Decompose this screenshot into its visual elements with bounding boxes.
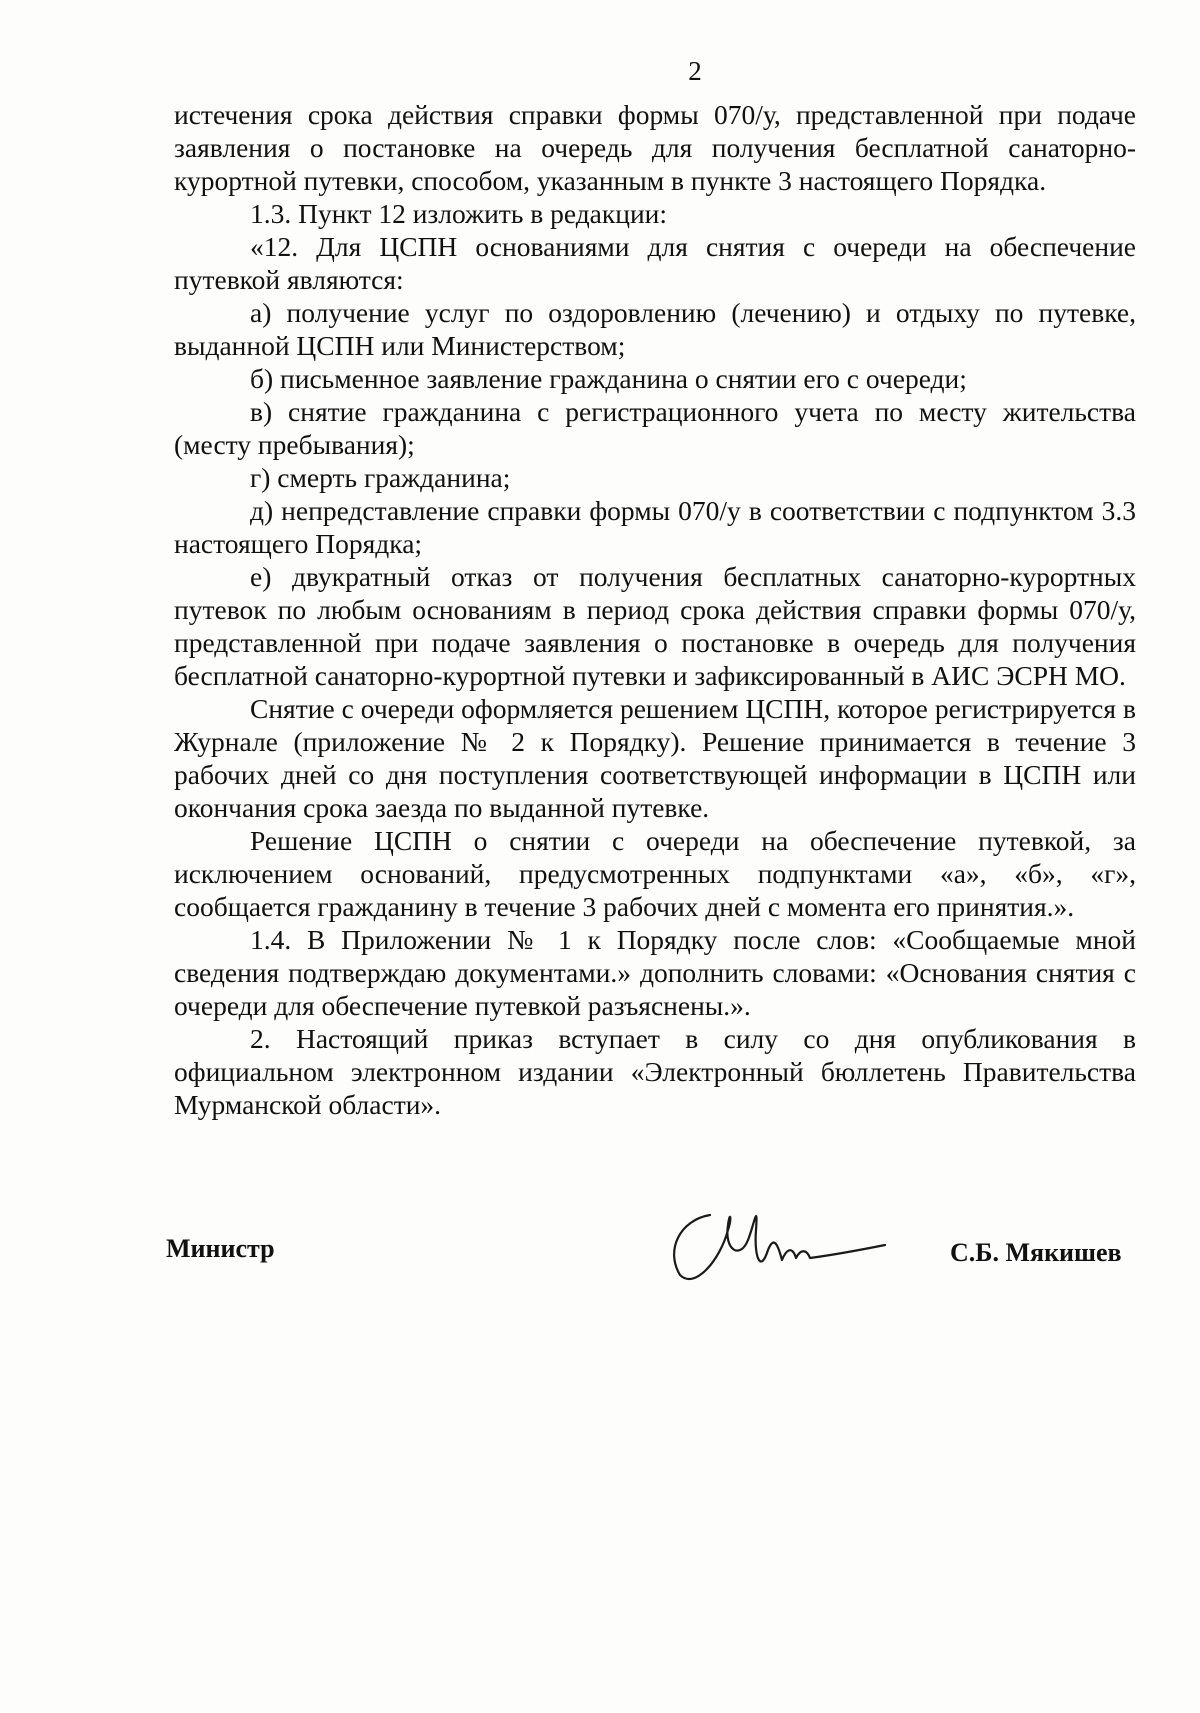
paragraph: 1.4. В Приложении № 1 к Порядку после слов: «Сообщаемые мной сведения подтверждаю документами.» дополнить словами: «Основания снятия с очереди для обеспечение путевкой разъяснены.». [174, 924, 1136, 1021]
paragraph: 1.3. Пункт 12 изложить в редакции: [250, 198, 668, 229]
document-body [174, 98, 1136, 1121]
paragraph: «12. Для ЦСПН основаниями для снятия с очереди на обеспечение путевкой являются: [174, 231, 1136, 295]
paragraph: истечения срока действия справки формы 070/у, представленной при подаче заявления о постановке на очередь для получения бесплатной санаторно-курортной путевки, способом, указанным в пункте 3 настоящего Порядка. [174, 99, 1136, 196]
paragraph: а) получение услуг по оздоровлению (лечению) и отдыху по путевке, выданной ЦСПН или Министерством; [174, 297, 1136, 361]
paragraph: Снятие с очереди оформляется решением ЦСПН, которое регистрируется в Журнале (приложение № 2 к Порядку). Решение принимается в течение 3 рабочих дней со дня поступления соответствующей информации в ЦСПН или окончания срока заезда по выданной путевке. [174, 693, 1136, 823]
page-number: 2 [688, 56, 702, 86]
signer-position: Министр [166, 1234, 275, 1263]
paragraph: е) двукратный отказ от получения бесплатных санаторно-курортных путевок по любым основаниям в период срока действия справки формы 070/у, представленной при подаче заявления о постановке в очередь для получения бесплатной санаторно-курортной путевки и зафиксированный в АИС ЭСРН МО. [174, 561, 1136, 691]
signer-name: С.Б. Мякишев [950, 1238, 1122, 1267]
paragraph: Решение ЦСПН о снятии с очереди на обеспечение путевкой, за исключением оснований, предусмотренных подпунктами «а», «б», «г», сообщается гражданину в течение 3 рабочих дней с момента его принятия.». [174, 825, 1136, 922]
paragraph: г) смерть гражданина; [250, 462, 511, 493]
paragraph: б) письменное заявление гражданина о снятии его с очереди; [250, 363, 967, 394]
signature-block [0, 1190, 1200, 1300]
handwritten-signature [650, 1190, 890, 1300]
paragraph: д) непредставление справки формы 070/у в соответствии с подпунктом 3.3 настоящего Порядка; [174, 495, 1136, 559]
paragraph: в) снятие гражданина с регистрационного учета по месту жительства (месту пребывания); [174, 396, 1136, 460]
paragraph: 2. Настоящий приказ вступает в силу со дня опубликования в официальном электронном издании «Электронный бюллетень Правительства Мурманской области». [174, 1023, 1136, 1120]
